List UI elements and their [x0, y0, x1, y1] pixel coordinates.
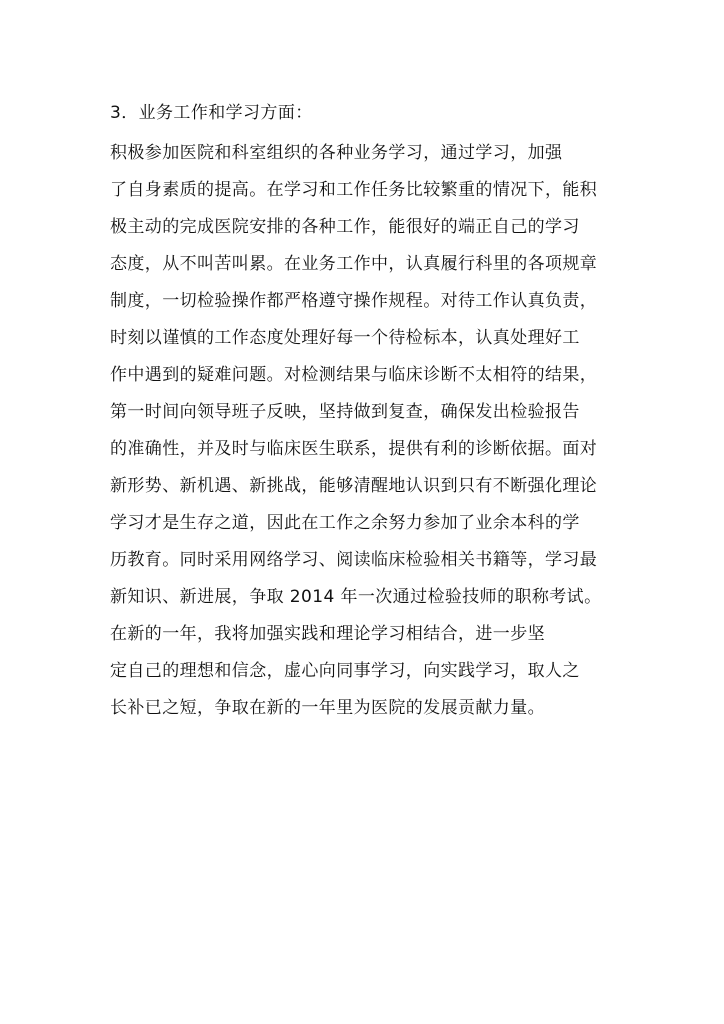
paragraph-line: 的准确性，并及时与临床医生联系，提供有利的诊断依据。面对: [110, 439, 598, 459]
paragraph-line: 在新的一年，我将加强实践和理论学习相结合，进一步坚: [110, 624, 545, 644]
paragraph-line: 制度，一切检验操作都严格遵守操作规程。对待工作认真负责，: [110, 291, 598, 311]
paragraph-line: 历教育。同时采用网络学习、阅读临床检验相关书籍等，学习最: [110, 550, 598, 570]
paragraph-line: 定自己的理想和信念，虚心向同事学习，向实践学习，取人之: [110, 661, 580, 681]
paragraph-line: 极主动的完成医院安排的各种工作，能很好的端正自己的学习: [110, 217, 580, 237]
paragraph-line: 第一时间向领导班子反映，坚持做到复查，确保发出检验报告: [110, 402, 580, 422]
paragraph-line: 长补已之短，争取在新的一年里为医院的发展贡献力量。: [110, 698, 545, 718]
paragraph-line: 学习才是生存之道，因此在工作之余努力参加了业余本科的学: [110, 513, 580, 533]
paragraph-line: 态度，从不叫苦叫累。在业务工作中，认真履行科里的各项规章: [110, 254, 598, 274]
paragraph-line: 作中遇到的疑难问题。对检测结果与临床诊断不太相符的结果，: [110, 365, 598, 385]
section-heading: 3．业务工作和学习方面：: [110, 103, 313, 123]
paragraph-line: 时刻以谨慎的工作态度处理好每一个待检标本，认真处理好工: [110, 328, 580, 348]
paragraph-line: 积极参加医院和科室组织的各种业务学习，通过学习，加强: [110, 143, 563, 163]
paragraph-line: 新形势、新机遇、新挑战，能够清醒地认识到只有不断强化理论: [110, 476, 598, 496]
paragraph-line: 了自身素质的提高。在学习和工作任务比较繁重的情况下，能积: [110, 180, 598, 200]
paragraph-line: 新知识、新进展，争取 2014 年一次通过检验技师的职称考试。: [110, 587, 602, 607]
